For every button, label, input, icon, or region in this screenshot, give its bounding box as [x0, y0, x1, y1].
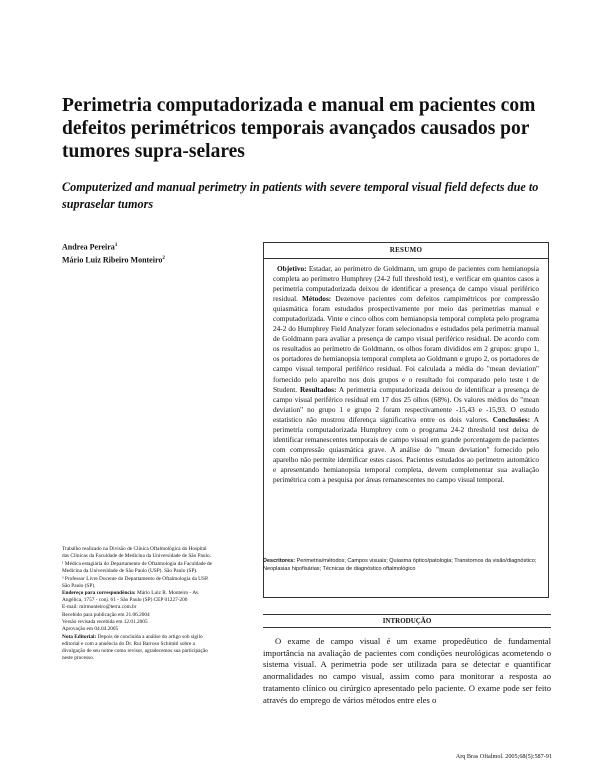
footnote-editorial: Nota Editorial: Depois de concluída a análise do artigo sob sigilo editorial e com a anuência do Dr. Rui Barroso Schimiti sobre a divulgação de seu nome como revisor, agradecemos sua participação neste processo. [62, 633, 208, 661]
author-list [62, 240, 262, 265]
introducao-text: O exame de campo visual é um exame propedêutico de fundamental importância na avaliação de pacientes com condições neurológicas acometendo o sistema visual. A perimetria pode ser utilizada para se detectar e quantificar anormalidades no campo visual, assim como para monitorar a resposta ao tratamento clínico ou cirúrgico apresentado pelo paciente. O exame pode ser feito através do emprego de vários métodos entre eles o [263, 636, 551, 705]
resumo-heading: RESUMO [264, 243, 548, 259]
footnote-dates: Recebido para publicação em 21.06.2004 Versão revisada recebida em 12.01.2005 Aprovação em 04.04.2005 [62, 612, 150, 632]
footnote-correspondence: Endereço para correspondência: Mário Luiz R. Monteiro - Av. Angélica, 1757 - conj. 61 - São Paulo (SP) CEP 01227-200 E-mail: mlrmonteiro@terra.com.br [62, 590, 200, 611]
introducao-heading: INTRODUÇÃO [263, 614, 551, 628]
resumo-box [263, 242, 549, 598]
resumo-body: Objetivo: Estadar, ao perímetro de Goldmann, um grupo de pacientes com hemianopsia completa ao perímetro Humphrey (24-2 full threshold test), e verificar em quantos casos a perimetria computadorizada deixou de identificar a presença de campo visual periférico residual. Métodos: Dezenove pacientes com defeitos campimétricos por compressão quiasmática foram estudados prospectivamente por meio das perimetrias manual e computadorizada. Vinte e cinco olhos com hemianopsia temporal completa pelo programa 24-2 do Humphrey Field Analyzer foram selecionados e estudados pela perimetria manual de Goldmann para avaliar a presença de campo visual periférico residual. De acordo com os resultados ao perímetro de Goldmann, os olhos foram divididos em 2 grupos: grupo 1, os portadores de hemianopsia temporal completa ao Goldmann e grupo 2, os portadores de campo visual temporal periférico residual. Foi calculada a média do "mean deviation" fornecido pelo aparelho nos dois grupos e o resultado foi comparado pelo teste t de Student. Resultados: A perimetria computadorizada deixou de identificar a presença de campo visual periférico residual em 17 dos 25 olhos (68%). Os valores médios do "mean deviation" no grupo 1 e grupo 2 foram respectivamente -15,43 e -15,93. O estudo estatístico não mostrou diferença significativa entre os dois valores. Conclusões: A perimetria computadorizada Humphrey com o programa 24-2 threshold test deixa de identificar remanescentes temporais de campo visual em grande porcentagem de pacientes com compressão quiasmática grave. A análise do "mean deviation" fornecido pelo aparelho não permite identificar estes casos. Pacientes estudados ao perímetro automático e apresentando hemianopsia temporal completa, devem complementar sua avaliação perimétrica com a pesquisa por áreas remanescentes no campo visual temporal. [273, 264, 540, 484]
footnotes [62, 546, 214, 663]
journal-citation: Arq Bras Oftalmol. 2005;68(5):587-91 [455, 753, 552, 760]
article-subtitle: Computerized and manual perimetry in patients with severe temporal visual field defects due to supraselar tumors [62, 180, 539, 211]
article-title: Perimetria computadorizada e manual em pacientes com defeitos perimétricos temporais avançados causados por tumores supra-selares [62, 95, 536, 162]
footnote-2: ² Professor Livre Docente do Departamento de Oftalmologia da USP. São Paulo (SP). [62, 575, 209, 589]
footnote-work: Trabalho realizado na Divisão de Clínica Oftalmológica do Hospital das Clínicas da Faculdade de Medicina da Universidade de São Paulo. [62, 546, 212, 559]
author: Andrea Pereira$^1$ [62, 242, 118, 252]
descritores: Descritores: Perimetria/métodos; Campos visuais; Quiasma óptico/patologia; Transtornos da visão/diagnóstico; Neoplasias hipofisárias; Técnicas de diagnóstico oftalmológico [263, 558, 537, 572]
author: Mário Luiz Ribeiro Monteiro$^2$ [62, 255, 165, 265]
footnote-email: E-mail: mlrmonteiro@terra.com.br [62, 604, 137, 611]
footnote-1: ¹ Médica estagiária do Departamento de Oftalmologia da Faculdade de Medicina da Universidade de São Paulo (USP). São Paulo (SP). [62, 560, 212, 574]
